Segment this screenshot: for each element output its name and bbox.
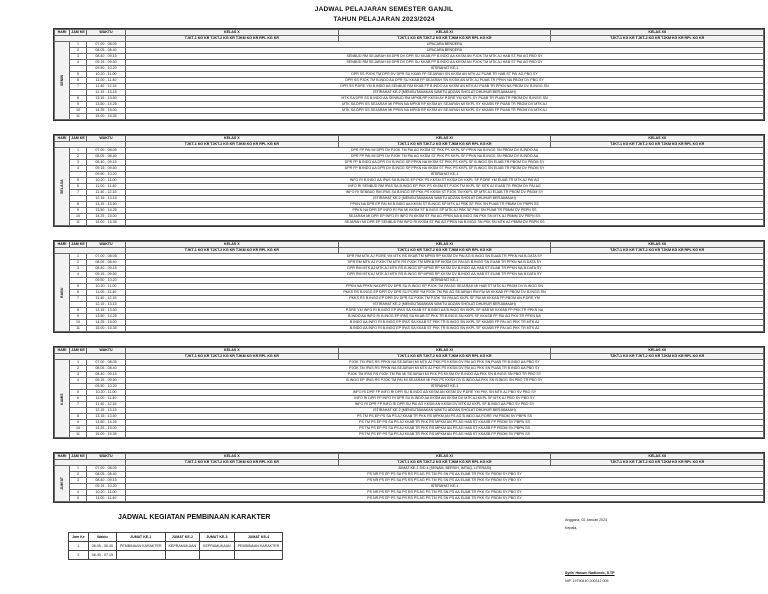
day-name: JUM'AT [55, 466, 70, 502]
subcol-header: TJKT-1 KG KR TJKT-2 KG KR TJKM KG KR RPL KG KR [126, 248, 339, 254]
jam-ke-cell: 5 [70, 284, 87, 290]
jam-ke-cell: 11 [70, 114, 87, 120]
subcol-header: TJKT-1 KG KR TJKT-2 KG KR TJKM KG KR RPL KG KR [551, 354, 764, 360]
lessons-cell: SENBUD RM SEJARAH MI DPR DV DPR SU KKAB FP B.INDO AA KKSM AN PJOK TM MTK AJ HAB ST PAI AG PBO SY [126, 54, 764, 60]
jam-ke-cell: 11 [70, 432, 87, 438]
pembinaan-header: JUMAT KE-3 [200, 533, 235, 542]
schedule-row [55, 432, 764, 438]
waktu-cell: 15.00 - 15.35 [87, 326, 126, 332]
kelas-header: KELAS X [126, 454, 339, 460]
waktu-cell: 09.15 - 09.50 [87, 378, 126, 384]
jam-ke-cell: 6 [70, 396, 87, 402]
waktu-cell: 07.00 - 08.05 [87, 360, 126, 366]
day-name: SELASA [55, 148, 70, 226]
lessons-cell: DPR SS PJOK TM B.INDO AA DPR SU KKAB FP SEJARAH SN KKSM AN MTK AJ PUAB TR PPKN NA PBOM DV PBO SY [126, 78, 764, 84]
waktu-cell: 13.50 - 14.25 [87, 102, 126, 108]
lessons-cell: INFO RI SENBUD RM IPAS SA B.INGG EP PKK PS KKSM ST PJOK TM KKPL SF MTK AJ EUAB TR PBOM DV PAI AG [126, 184, 764, 190]
jam-ke-cell: 10 [70, 320, 87, 326]
jam-ke-cell: 3 [70, 372, 87, 378]
jam-ke-cell: 8 [70, 308, 87, 314]
waktu-cell: 14.25 - 15.00 [87, 108, 126, 114]
lessons-cell: DPR FP PAI MI DPR DV PJOK TM PAI AG KKSM ST PKK PS KKPL SF PPKN NA B.INGG SN PBOM DV B.INDO AA [126, 148, 764, 154]
lessons-cell: PPKN NA DPR EP INFO RI PAI MI KKSM ST B.INGG SP MTK AJ PBK SF PKK SN PUAB TR PBMM DV PBPN SS [126, 208, 764, 214]
lessons-cell: INFO RI B.INDO AA IPAS SA B.INGG EP PKK PS KKSM ST KKSM DV KKPL SF P.DRE YM EUAB TR MTK AJ PAI AG [126, 178, 764, 184]
waktu-cell: 07.00 - 08.05 [87, 148, 126, 154]
waktu-cell: 09.50 - 10.20 [87, 384, 126, 390]
waktu-cell: 11.00 - 11.40 [87, 184, 126, 190]
kelas-header: KELAS XI [338, 348, 551, 354]
kelas-header: KELAS XI [338, 242, 551, 248]
lessons-cell: ISTIRAHAT KE-2 (MENGUTAMAKAN WAKTU ADZAN SHOLAT DHUHUR BERJAMAAH) [126, 196, 764, 202]
jam-ke-cell: 4 [70, 272, 87, 278]
jam-ke-cell: 8 [70, 96, 87, 102]
lessons-cell: PKKS RS B.INGG EP DPR DV DPR SU PJOK TM PJOK TM PAI AG KKPL SF PAI MI KKKAB FP PBOM AN P.DRE YM [126, 296, 764, 302]
lessons-cell: INFO RI SENBUD RM IPAS SA B.INGG EP PKK PS KKSM ST PJOK TM KKPL SF MTK AJ EUAB TR PBOM DV PBOM SY [126, 190, 764, 196]
waktu-cell: 09.50 - 10.20 [87, 278, 126, 284]
subcol-header: TJKT-1 KG KR TJKT-2 KG KR TJKM KG KR RPL KG KR [338, 460, 551, 466]
lessons-cell: DPR SS P.DRE YM B.INDO AA SENBUD RM KKAB FP B.INDO AA KKSM AN MTK AJ PUAB TR PPKN NA PBOM DV B.INGG SN [126, 84, 764, 90]
pembinaan-header: Jam Ke [69, 533, 89, 542]
col-waktu: WAKTU [87, 348, 126, 354]
signature-name: Syifa' Hasum Nadloeeb, S.TP [565, 571, 615, 575]
waktu-cell: 15.00 - 15.35 [87, 220, 126, 226]
jam-ke-cell: 6 [70, 78, 87, 84]
lessons-cell: DPR FP B.INDO AA DPR DV B.INGG SP PPKN NA KKSM ST PKK PS KKPL SF B.INGG SN EUAB TR PBOM DV PBOM SY [126, 160, 764, 166]
waktu-cell: 11.40 - 12.15 [87, 402, 126, 408]
jam-ke-cell: 7 [70, 296, 87, 302]
lessons-cell: PJOK TM IPAS RS PJOK TM PAI MI SEJARAH MI PKK PS KKSM DV B.INDO AA PKK SN B.INGG SN PBO TR PBO SY [126, 372, 764, 378]
pembinaan-cell [200, 551, 235, 560]
jam-ke-cell: 6 [70, 184, 87, 190]
subcol-header: TJKT-1 KG KR TJKT-2 KG KR TJKM KG KR RPL KG KR [126, 460, 339, 466]
waktu-cell: 10.20 - 11.00 [87, 178, 126, 184]
waktu-cell: 11.40 - 12.15 [87, 84, 126, 90]
subcol-header: TJKT-1 KG KR TJKT-2 KG KR TJKM KG KR RPL KG KR [551, 36, 764, 42]
waktu-cell: 15.00 - 15.35 [87, 114, 126, 120]
waktu-cell: 08.05 - 08.40 [87, 260, 126, 266]
waktu-cell: 08.05 - 08.40 [87, 366, 126, 372]
jam-ke-cell: 4 [70, 60, 87, 66]
lessons-cell: B.INDO AA INFO RI B.INGG EP IPAS SA KKAB ST PKK TR B.INGG SN KKPL SF KKASB FP PAI AG PKK TR PPKN NA [126, 314, 764, 320]
pembinaan-header: JUMAT KE-2 [165, 533, 200, 542]
waktu-cell: 13.15 - 13.50 [87, 96, 126, 102]
jam-ke-cell: 9 [70, 102, 87, 108]
waktu-cell: 07.00 - 08.05 [87, 42, 126, 48]
col-hari: HARI [55, 30, 70, 36]
lessons-cell: B.INDO AA INFO RI B.INGG EP IPAS SA KKAB ST PKK TR B.INGG SN KKPL SF KKASB FP PAI AG PKK TR MTK AJ [126, 320, 764, 326]
jam-ke-cell: 1 [70, 42, 87, 48]
signature-place-date: Anggana, 02 Januari 2024 [565, 518, 608, 522]
waktu-cell: 13.15 - 13.50 [87, 308, 126, 314]
lessons-cell: B.INDO AA INFO RI B.INGG EP IPAS SA KKAB ST PKK TR B.INGG SN KKPL SF KKASB FP PAI AG PKK TR MTK AJ [126, 326, 764, 332]
jam-ke-cell: 1 [70, 254, 87, 260]
jam-ke-cell: 5 [70, 72, 87, 78]
kelas-header: KELAS XII [551, 136, 764, 142]
lessons-cell: PS TM PS EP PS SA PS AJ KKAB TR PKK RS MPKM AN PS AG HAB ST KKASB FP PBOM SV PBPN SS [126, 426, 764, 432]
signature-role: Kepala, [565, 526, 578, 530]
lessons-cell: MTK SA DPR SS SEJARAH MI PPKN NA MPKB RP KKSM AY SEJARAH MI KKPL SY KKASB FP PUAB TR PBOM DV MTK AJ [126, 102, 764, 108]
lessons-cell: ISTIRAHAT KE-1 [126, 484, 764, 490]
subcol-header: TJKT-1 KG KR TJKT-2 KG KR TJKM KG KR RPL KG KR [126, 354, 339, 360]
schedule-row [55, 220, 764, 226]
waktu-cell: 11.00 - 11.40 [87, 396, 126, 402]
lessons-cell: INFO RI DPR FP INFO RI DPR SU B.INDO AA KKSM AN KKSM DV MTK AJ KKPL SF MTK AJ PBO SV PBO SY [126, 396, 764, 402]
jam-ke-cell: 6 [70, 290, 87, 296]
lessons-cell: ISTIRAHAT KE-2 (MENGUTAMAKAN WAKTU ADZAN SHOLAT DHUHUR BERJAMAAH) [126, 90, 764, 96]
lessons-cell: PKKS RS B.INGG EP DPR DV DPR SU P.DRE YM PJOK TM PAI AG SEJARAH RM PAI MI KKKAB FP PBOM DV B.INGG SN [126, 290, 764, 296]
jam-ke-cell: 3 [70, 160, 87, 166]
jam-ke-cell: 7 [70, 84, 87, 90]
pembinaan-cell: PEMBINAAN KARAKTER [234, 542, 283, 551]
pembinaan-header: JUMAT KE-4 [234, 533, 283, 542]
subcol-header: TJKT-1 KG KR TJKT-2 KG KR TJKM KG KR RPL KG KR [551, 460, 764, 466]
jam-ke-cell: 2 [70, 260, 87, 266]
lessons-cell: DPR RM MTK AJ MTK AJ MTK RS B.INGG EP MPKB RP KKSM DV B.INDO AA HAB ST EUAB TR PPKN NA B.DATA SY [126, 266, 764, 272]
kelas-header: KELAS X [126, 136, 339, 142]
day-block [53, 134, 765, 227]
waktu-cell: 09.50 - 10.20 [87, 66, 126, 72]
lessons-cell: PS NR PS EP PS SA PS RS PS AG PS TM PS SN PS AA EUAB TR PKK SV PBOM SY PBO SY [126, 478, 764, 484]
jam-ke-cell: 9 [70, 314, 87, 320]
jam-ke-cell: 3 [70, 266, 87, 272]
pembinaan-cell: 06.05 - 06.40 [88, 542, 116, 551]
jam-ke-cell: 1 [70, 360, 87, 366]
subcol-header: TJKT-1 KG KR TJKT-2 KG KR TJKM KG KR RPL KG KR [551, 248, 764, 254]
lessons-cell [126, 114, 764, 120]
lessons-cell: PS TM PS EP PS SA PS AJ KKAB TR PKK RS MPKM AN PS AG B.INDO AA P.DRE YM PBOM SV PBPN SS [126, 414, 764, 420]
lessons-cell: ISTIRAHAT KE-2 (MENGUTAMAKAN WAKTU ADZAN SHOLAT DHUHUR BERJAMAAH) [126, 408, 764, 414]
schedule-title: JADWAL PELAJARAN SEMESTER GANJIL [314, 6, 454, 13]
schedule-row [55, 114, 764, 120]
waktu-cell: 13.50 - 14.25 [87, 420, 126, 426]
kelas-header: KELAS XII [551, 348, 764, 354]
pembinaan-cell [165, 551, 200, 560]
waktu-cell: 12.15 - 13.15 [87, 90, 126, 96]
col-hari: HARI [55, 348, 70, 354]
waktu-cell: 08.40 - 09.15 [87, 54, 126, 60]
col-hari: HARI [55, 454, 70, 460]
lessons-cell: DPR FP PAI MI DPR DV PJOK TM PAI AG KKSM ST PKK PS KKPL SF PPKN NA B.INGG SN PBOM DV B.INDO AA [126, 154, 764, 160]
waktu-cell: 13.15 - 13.50 [87, 202, 126, 208]
waktu-cell: 08.05 - 08.40 [87, 48, 126, 54]
pembinaan-header: Waktu [88, 533, 116, 542]
jam-ke-cell: 10 [70, 214, 87, 220]
subcol-header: TJKT-1 KG KR TJKT-2 KG KR TJKM KG KR RPL KG KR [126, 36, 339, 42]
waktu-cell: 11.00 - 11.40 [87, 290, 126, 296]
lessons-cell: P.DRE YM INFO RI B.INGG EP IPAS SA KKAB ST B.INDO AA B.INGG SN KKPL SF HAB MI KKKAB FP PKK TR PPKN NA [126, 308, 764, 314]
jam-ke-cell: 9 [70, 208, 87, 214]
jam-ke-cell: 3 [70, 478, 87, 484]
jam-ke-cell: 4 [70, 166, 87, 172]
kelas-header: KELAS XI [338, 454, 551, 460]
lessons-cell: INFO RI DPR FP INFO RI DPR SU PAI AG KKSM AN KKSM DV MTK AJ KKPL SF B.INDO AA PBO SV PBO SY [126, 402, 764, 408]
waktu-cell: 12.15 - 13.15 [87, 302, 126, 308]
pembinaan-cell: 06.40 - 07.15 [88, 551, 116, 560]
waktu-cell: 13.50 - 14.25 [87, 314, 126, 320]
pembinaan-cell: KEPRAMUKAAN [165, 542, 200, 551]
lessons-cell: PS NR PS EP PS SA PS RS PS AG PS TM PS SN PS AA EUAB TR PKK SV PBOM SY PBO SY [126, 490, 764, 496]
waktu-cell: 11.00 - 11.40 [87, 496, 126, 502]
col-hari: HARI [55, 242, 70, 248]
jam-ke-cell: 8 [70, 202, 87, 208]
jam-ke-cell: 2 [70, 154, 87, 160]
lessons-cell: PJOK TM IPAS RS PPKN NA SEJARAH MI MTK AJ PKK PS KKSM DV PAI AG PKK SN PUAB TR B.INDO AA PBO SY [126, 366, 764, 372]
subcol-header: TJKT-1 KG KR TJKT-2 KG KR TJKM KG KR RPL KG KR [338, 36, 551, 42]
col-jam: JAM KE [71, 454, 85, 458]
lessons-cell: PPKN NA DPR EP PAI MI B.INDO AA KKSM ST B.INGG SP MTK AJ PBK SF PKK SN PUAB TR PBMM DV PBPN SS [126, 202, 764, 208]
lessons-cell: PPKN NA PPKN NA DPR DV DPR SU B.INGG EP PJOK TM PAI AG SEJARAH MI HAB ST MTK AJ PBOM DV B.INGG SN [126, 284, 764, 290]
kelas-header: KELAS XI [338, 136, 551, 142]
jam-ke-cell: 9 [70, 420, 87, 426]
kelas-header: KELAS XII [551, 242, 764, 248]
waktu-cell: 09.15 - 09.50 [87, 272, 126, 278]
lessons-cell: UPACARA BENDERA [126, 42, 764, 48]
col-jam: JAM KE [71, 30, 85, 34]
jam-ke-cell: 8 [70, 414, 87, 420]
jam-ke-cell: 5 [70, 496, 87, 502]
col-waktu: WAKTU [87, 136, 126, 142]
lessons-cell: ISTIRAHAT KE-1 [126, 384, 764, 390]
day-block [53, 452, 765, 503]
jam-ke-cell: 5 [70, 178, 87, 184]
day-name: RABU [55, 254, 70, 332]
lessons-cell: DPR SS PJOK TM DPR DV DPR SU KKAB FP SEJARAH SN KKSM AN MTK AJ PUAB TR HAB ST PAI AG PBO SY [126, 72, 764, 78]
col-jam: JAM KE [71, 348, 85, 352]
lessons-cell: SENBUD RM SEJARAH MI DPR DV DPR SU KKAB FP B.INDO AA KKSM AN PJOK TM MTK AJ HAB ST PAI AG PBO SY [126, 60, 764, 66]
jam-ke-cell: 11 [70, 326, 87, 332]
waktu-cell: 13.15 - 13.50 [87, 414, 126, 420]
subcol-header: TJKT-1 KG KR TJKT-2 KG KR TJKM KG KR RPL KG KR [338, 142, 551, 148]
waktu-cell: 15.00 - 15.35 [87, 432, 126, 438]
pembinaan-header: JUMAT KE-1 [116, 533, 165, 542]
lessons-cell: UPACARA BENDERA [126, 48, 764, 54]
pembinaan-cell: PEMBINAAN KARAKTER [116, 542, 165, 551]
waktu-cell: 11.00 - 11.40 [87, 78, 126, 84]
waktu-cell: 09.15 - 09.50 [87, 166, 126, 172]
waktu-cell: 10.20 - 11.00 [87, 490, 126, 496]
lessons-cell: PJOK TM IPAS RS PPKN NA SEJARAH MI MTK AJ PKK PS KKSM DV PAI AG PKK SN PUAB TR B.INDO AA PBO SY [126, 360, 764, 366]
col-waktu: WAKTU [87, 242, 126, 248]
waktu-cell: 08.40 - 09.15 [87, 160, 126, 166]
lessons-cell: SEJARAH MI DPR EP SENBUD RM INFO RI KKSM ST PAI AG PPKN NA B.INGG SN PKK SN MTK AJ PBMM DV PBPN SS [126, 220, 764, 226]
waktu-cell: 08.40 - 09.15 [87, 266, 126, 272]
waktu-cell: 14.25 - 15.00 [87, 214, 126, 220]
lessons-cell: INFO RI DPR FP INFO RI DPR SU B.INDO AA KKSM AN KKSM DV P.DRE YM PKK SN MTK AJ PBO SV PBO SY [126, 390, 764, 396]
lessons-cell: DPR RM MTK AJ PJOK TM MTK RS PJOK TM MPKB RP KKSM DV PAI AG B.INGG SN EUAB TR PPKN NA B.DATA SY [126, 260, 764, 266]
waktu-cell: 12.15 - 13.15 [87, 196, 126, 202]
kelas-header: KELAS X [126, 348, 339, 354]
jam-ke-cell: 4 [70, 490, 87, 496]
subcol-header: TJKT-1 KG KR TJKT-2 KG KR TJKM KG KR RPL KG KR [551, 142, 764, 148]
col-hari: HARI [55, 136, 70, 142]
jam-ke-cell: 10 [70, 108, 87, 114]
pembinaan-cell [234, 551, 283, 560]
lessons-cell: PS TM PS EP PS SA PS AJ KKAB TR PKK RS MPKM AN PS AG HAB ST KKASB FP PBOM SV PBPN SS [126, 420, 764, 426]
pembinaan-cell: 2 [69, 551, 89, 560]
lessons-cell: DPR FP B.INDO AA DPR DV B.INGG SP PPKN NA KKSM ST PKK PS KKPL SF B.INGG SN EUAB TR PBOM DV PBOM SY [126, 166, 764, 172]
jam-ke-cell: 2 [70, 366, 87, 372]
day-name: KAMIS [55, 360, 70, 438]
subcol-header: TJKT-1 KG KR TJKT-2 KG KR TJKM KG KR RPL KG KR [338, 354, 551, 360]
waktu-cell: 08.05 - 08.40 [87, 472, 126, 478]
day-block [53, 346, 765, 439]
pembinaan-cell: 1 [69, 542, 89, 551]
signature-nip: NIP. 19790410 200312 005 [565, 579, 609, 583]
jam-ke-cell: 2 [70, 48, 87, 54]
lessons-cell: SEJARAH MI DPR EP INFO RI INFO RI KKSM ST PAI AG PPKN NA B.INGG SN PKK SN MTK AJ PBMM DV PBPN SS [126, 214, 764, 220]
waktu-cell: 07.00 - 08.05 [87, 254, 126, 260]
lessons-cell: PS TM PS EP PS SA PS AJ KKAB TR PKK RS MPKM AN PS AG HAB ST KKASB FP PBOM SV PBPN SS [126, 432, 764, 438]
lessons-cell: PS NR PS EP PS SA PS RS PS AG PS TM PS SN PS AA EUAB TR PKK SV PBOM SY PBO SY [126, 496, 764, 502]
kelas-header: KELAS XII [551, 454, 764, 460]
waktu-cell: 10.20 - 11.00 [87, 72, 126, 78]
kelas-header: KELAS XII [551, 30, 764, 36]
col-jam: JAM KE [71, 136, 85, 140]
subcol-header: TJKT-1 KG KR TJKT-2 KG KR TJKM KG KR RPL KG KR [338, 248, 551, 254]
jam-ke-cell: 5 [70, 390, 87, 396]
jam-ke-cell: 3 [70, 54, 87, 60]
subcol-header: TJKT-1 KG KR TJKT-2 KG KR TJKM KG KR RPL KG KR [126, 142, 339, 148]
waktu-cell: 10.20 - 11.00 [87, 390, 126, 396]
lessons-cell: DPR RM MTK AJ MTK AJ MTK RS B.INGG EP MPKB RP KKSM DV B.INDO AA HAB ST EUAB TR PPKN NA B.DATA SY [126, 272, 764, 278]
jam-ke-cell: 7 [70, 402, 87, 408]
lessons-cell: DPR RM MTK AJ P.DRE YM MTK RS KKAB TM MPKB RP KKSM DV PAI AG B.INGG SN EUAB TR PPKN NA B.DATA SY [126, 254, 764, 260]
waktu-cell: 08.05 - 08.40 [87, 154, 126, 160]
schedule-row [55, 326, 764, 332]
pembinaan-title: JADWAL KEGIATAN PEMBINAAN KARAKTER [118, 514, 271, 521]
pembinaan-cell [116, 551, 165, 560]
kelas-header: KELAS X [126, 242, 339, 248]
day-block [53, 28, 765, 121]
waktu-cell: 09.50 - 10.20 [87, 172, 126, 178]
day-block [53, 240, 765, 333]
jam-ke-cell: 7 [70, 190, 87, 196]
lessons-cell: ISTIRAHAT KE-2 (MENGUTAMAKAN WAKTU ADZAN SHOLAT DHUHUR BERJAMAAH) [126, 302, 764, 308]
waktu-cell: 14.25 - 15.00 [87, 426, 126, 432]
jam-ke-cell: 1 [70, 466, 87, 472]
waktu-cell: 10.20 - 11.00 [87, 284, 126, 290]
lessons-cell: ISTIRAHAT KE-1 [126, 172, 764, 178]
jam-ke-cell: 4 [70, 378, 87, 384]
jam-ke-cell: 10 [70, 426, 87, 432]
lessons-cell: ISTIRAHAT KE-1 [126, 66, 764, 72]
lessons-cell: PS NR PS EP PS SA PS RS PS AG PS TM PS SN PS AA EUAB TR PKK SV PBOM SY PBO SY [126, 472, 764, 478]
col-waktu: WAKTU [87, 30, 126, 36]
col-jam: JAM KE [71, 242, 85, 246]
day-name: SENIN [55, 42, 70, 120]
waktu-cell: 13.50 - 14.25 [87, 208, 126, 214]
jam-ke-cell: 11 [70, 220, 87, 226]
waktu-cell: 12.15 - 13.15 [87, 408, 126, 414]
waktu-cell: 11.40 - 12.15 [87, 296, 126, 302]
kelas-header: KELAS X [126, 30, 339, 36]
waktu-cell: 08.40 - 09.15 [87, 372, 126, 378]
schedule-year: TAHUN PELAJARAN 2023/2024 [333, 16, 435, 23]
lessons-cell: B.INGG EP IPAS RS PJOK TM PAI MI SEJARAH MI PKK PS KKSM DV B.INDO AA PKK SN B.INGG SN PBO TR PBO SY [126, 378, 764, 384]
pembinaan-cell: KEPRAMUKAAN [200, 542, 235, 551]
waktu-cell: 14.25 - 15.00 [87, 320, 126, 326]
kelas-header: KELAS XI [338, 30, 551, 36]
lessons-cell: MTK SA DPR SS SEJARAH MI PPKN NA MPKB RP KKSM AY SEJARAH MI KKPL SY KKASB FP PUAB TR PBOM DV MTK AJ [126, 108, 764, 114]
waktu-cell: 09.15 - 09.50 [87, 60, 126, 66]
col-waktu: WAKTU [87, 454, 126, 460]
jam-ke-cell: 2 [70, 472, 87, 478]
waktu-cell: 08.40 - 09.15 [87, 478, 126, 484]
pembinaan-table [68, 532, 283, 560]
lessons-cell: JUMAT KE-1 S/D 4 (SENAM, BERSIH, IMTAQ, LITERASI) [126, 466, 764, 472]
waktu-cell: 09.15 - 10.20 [87, 484, 126, 490]
jam-ke-cell: 1 [70, 148, 87, 154]
lessons-cell: ISTIRAHAT KE-1 [126, 278, 764, 284]
schedule-row [55, 496, 764, 502]
waktu-cell: 11.40 - 12.15 [87, 190, 126, 196]
waktu-cell: 07.00 - 08.05 [87, 466, 126, 472]
lessons-cell: MTK SA DPR SS B.INDO AA SENBUD RM MPKB RP KKSM AY P.DRE YM KKPL SY PUAB TR PUAB TR PBOM DV B.INGG SN [126, 96, 764, 102]
